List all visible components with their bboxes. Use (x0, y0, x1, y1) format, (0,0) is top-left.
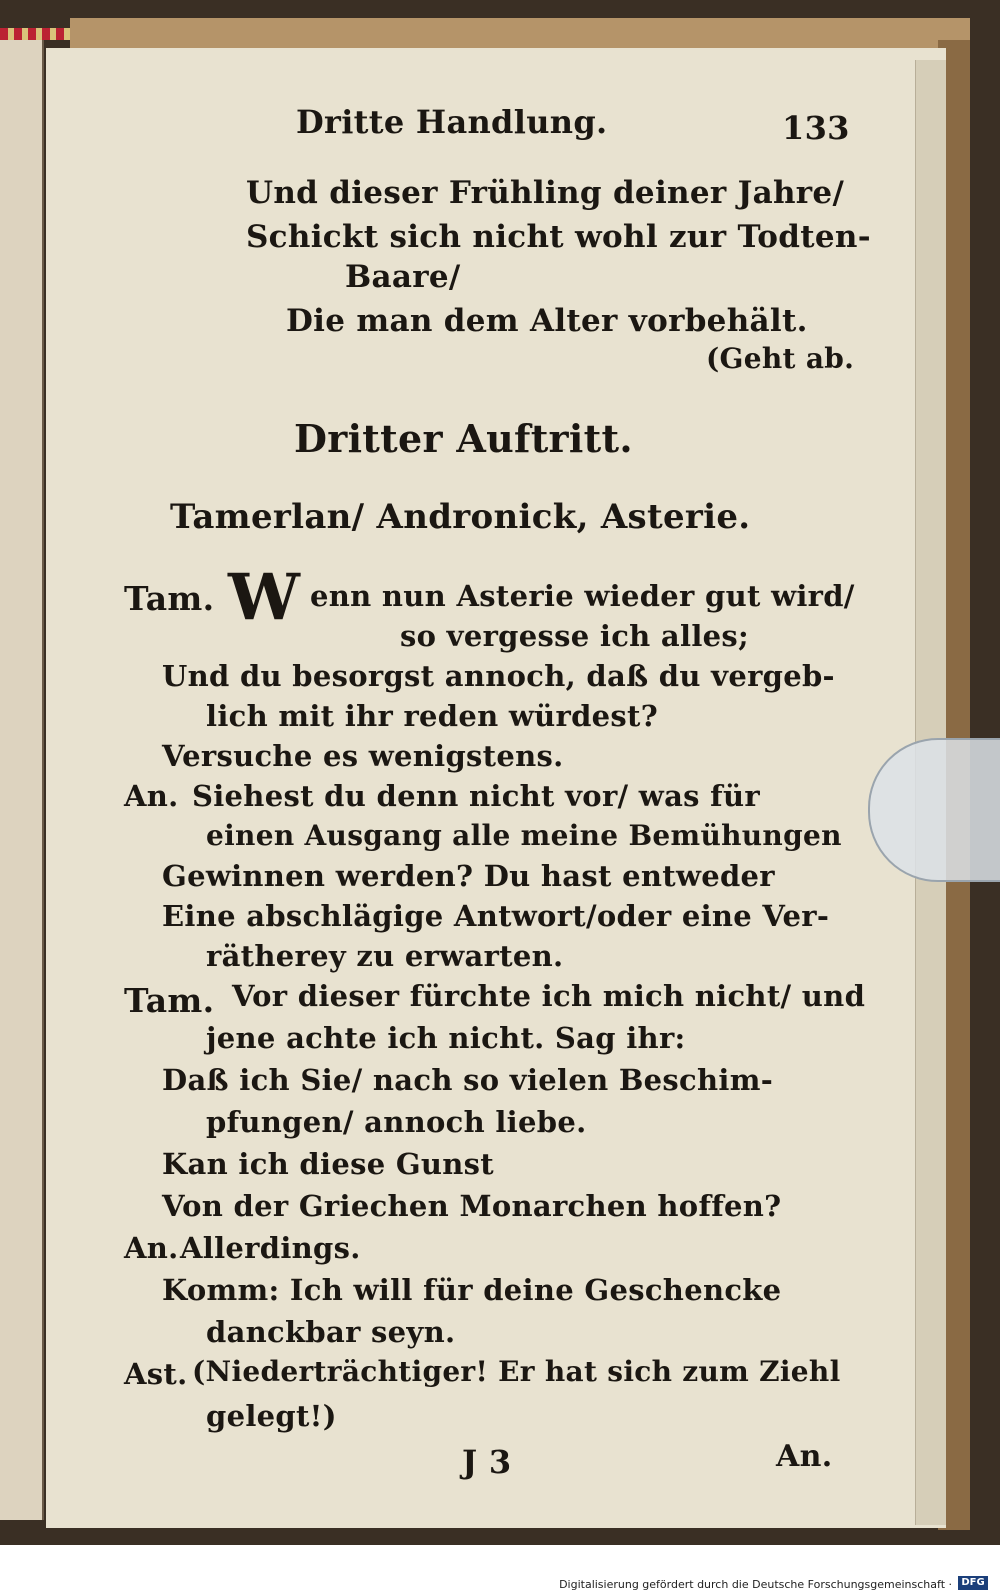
dialogue-line: Vor dieser fürchte ich mich nicht/ und (232, 979, 866, 1013)
dialogue-line: so vergesse ich alles; (400, 619, 750, 653)
dfg-logo: DFG (958, 1576, 988, 1590)
dialogue-line: Versuche es wenigstens. (162, 739, 564, 773)
dialogue-line: Gewinnen werden? Du hast entweder (162, 859, 775, 893)
stage-direction: (Geht ab. (706, 342, 855, 375)
dialogue-line: rätherey zu erwarten. (206, 939, 564, 973)
bookmark-ribbon (0, 28, 70, 40)
page-holder-clip (868, 738, 1000, 882)
dialogue-line: Und du besorgst annoch, daß du vergeb- (162, 659, 835, 693)
speaker-label: Ast. (124, 1357, 188, 1391)
verse-line: Baare/ (345, 259, 461, 295)
dialogue-line: Allerdings. (180, 1231, 361, 1265)
dialogue-line: einen Ausgang alle meine Bemühungen (206, 819, 842, 852)
drop-cap: W (228, 560, 301, 635)
dialogue-line: Kan ich diese Gunst (162, 1147, 495, 1181)
left-page-edge (0, 40, 44, 1520)
dialogue-line: Von der Griechen Monarchen hoffen? (162, 1189, 782, 1223)
speaker-label: An. (124, 779, 179, 813)
speaker-label: Tam. (124, 981, 215, 1020)
credit-text: Digitalisierung gefördert durch die Deutsche Forschungsgemeinschaft · (559, 1578, 952, 1591)
dialogue-line: danckbar seyn. (206, 1315, 456, 1349)
dialogue-line: gelegt!) (206, 1399, 337, 1433)
dialogue-line: lich mit ihr reden würdest? (206, 699, 659, 733)
dialogue-line: enn nun Asterie wieder gut wird/ (310, 579, 855, 613)
dialogue-line: Komm: Ich will für deine Geschencke (162, 1273, 782, 1307)
signature-mark: J 3 (462, 1443, 512, 1481)
running-title: Dritte Handlung. (296, 103, 608, 141)
speaker-label: An. (124, 1231, 179, 1265)
dialogue-line: Daß ich Sie/ nach so vielen Beschim- (162, 1063, 774, 1097)
verse-line: Schickt sich nicht wohl zur Todten- (246, 219, 871, 255)
catchword: An. (776, 1439, 833, 1474)
dialogue-line: Siehest du denn nicht vor/ was für (192, 779, 760, 813)
speaker-label: Tam. (124, 579, 215, 618)
dialogue-line: Eine abschlägige Antwort/oder eine Ver- (162, 899, 830, 933)
verse-line: Die man dem Alter vorbehält. (286, 303, 808, 339)
scene-title: Dritter Auftritt. (294, 416, 633, 461)
dialogue-line: pfungen/ annoch liebe. (206, 1105, 587, 1139)
page-number: 133 (782, 109, 850, 147)
cover-top-edge (70, 18, 970, 48)
scene-characters: Tamerlan/ Andronick, Asterie. (170, 497, 751, 537)
dialogue-line: jene achte ich nicht. Sag ihr: (206, 1021, 686, 1055)
dialogue-line: (Niederträchtiger! Er hat sich zum Ziehl (192, 1355, 841, 1388)
verse-line: Und dieser Frühling deiner Jahre/ (246, 175, 845, 211)
